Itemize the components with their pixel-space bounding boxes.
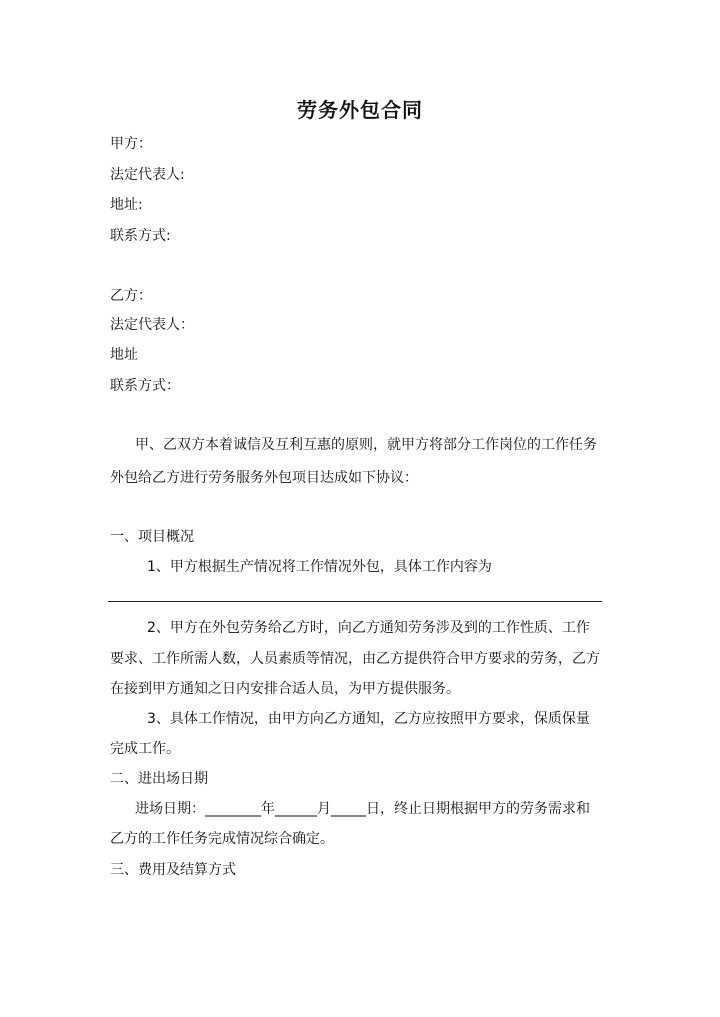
section-1-heading: 一、项目概况 <box>110 529 194 545</box>
contract-title: 劳务外包合同 <box>297 98 423 122</box>
section-2-line: 乙方的工作任务完成情况综合确定。 <box>110 831 334 847</box>
section-1-item-3-line: 完成工作。 <box>110 741 180 757</box>
party-a-label: 甲方： <box>110 136 152 152</box>
party-b-contact: 联系方式： <box>110 378 180 394</box>
section-1-item-2-line: 在接到甲方通知之日内安排合适人员，为甲方提供服务。 <box>110 681 460 697</box>
party-b-address: 地址 <box>110 347 138 363</box>
preamble-line: 甲、乙双方本着诚信及互利互惠的原则，就甲方将部分工作岗位的工作任务 <box>135 437 597 453</box>
party-b-label: 乙方： <box>110 288 152 304</box>
section-1-item-2-line: 要求、工作所需人数，人员素质等情况，由乙方提供符合甲方要求的劳务，乙方 <box>110 651 600 667</box>
party-a-contact: 联系方式: <box>110 228 171 244</box>
section-1-item-3-line: 3、具体工作情况，由甲方向乙方通知，乙方应按照甲方要求，保质保量 <box>147 711 590 727</box>
preamble-line: 外包给乙方进行劳务服务外包项目达成如下协议： <box>110 470 418 486</box>
section-1-item-1: 1、甲方根据生产情况将工作情况外包，具体工作内容为 <box>147 559 492 575</box>
fill-in-blank-line <box>108 601 602 602</box>
party-a-address: 地址: <box>110 197 143 213</box>
section-3-heading: 三、费用及结算方式 <box>110 862 236 878</box>
section-2-line: 进场日期：________年______月_____日，终止日期根据甲方的劳务需求和 <box>135 801 590 817</box>
section-1-item-2-line: 2、甲方在外包劳务给乙方时，向乙方通知劳务涉及到的工作性质、工作 <box>147 620 590 636</box>
party-b-legal-rep: 法定代表人： <box>110 317 194 333</box>
party-a-legal-rep: 法定代表人: <box>110 167 185 183</box>
section-2-heading: 二、进出场日期 <box>110 771 208 787</box>
